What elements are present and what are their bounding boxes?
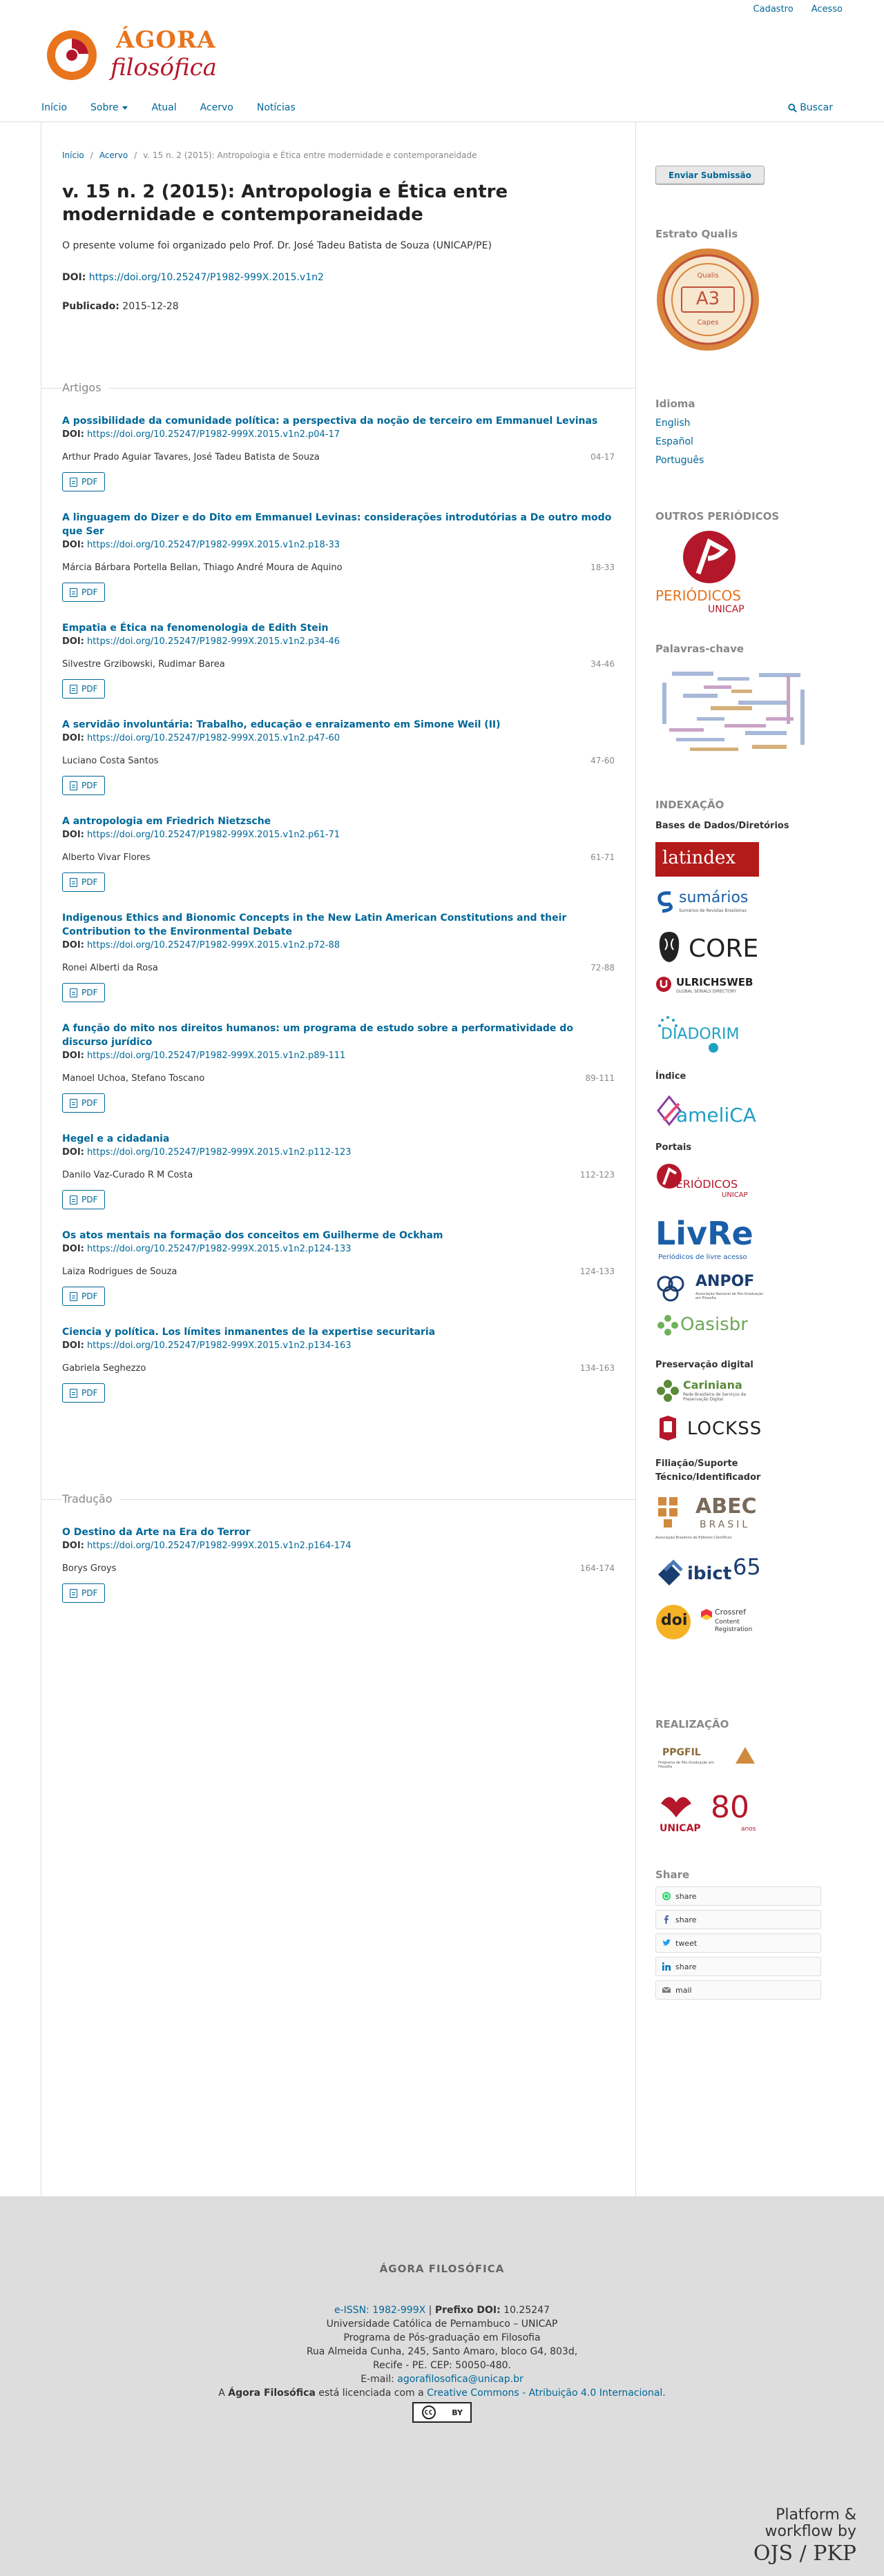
- twitter-icon: [662, 1938, 671, 1948]
- register-link[interactable]: Cadastro: [753, 4, 794, 14]
- file-icon: [70, 878, 77, 887]
- main-content: [41, 121, 635, 1603]
- language-list: [655, 418, 884, 466]
- article-authors: Alberto Vivar Flores: [62, 852, 151, 863]
- filiacao-title-line-2: Técnico/Identificador: [655, 1472, 761, 1483]
- article-authors: Laiza Rodrigues de Souza: [62, 1267, 177, 1277]
- share-email-label: mail: [675, 1985, 692, 1995]
- share-whatsapp-label: share: [675, 1891, 697, 1901]
- lockss-word: LOCKSS: [687, 1418, 762, 1439]
- file-icon: [70, 988, 77, 997]
- abec-subtitle: Associação Brasileira de Editores Científicos: [655, 1536, 732, 1540]
- ojs-pkp-logo[interactable]: [718, 2507, 856, 2568]
- top-bar: [0, 0, 884, 21]
- core-logo[interactable]: [655, 929, 766, 965]
- article-doi: [62, 1340, 615, 1351]
- doi-label: DOI:: [62, 1541, 84, 1551]
- anpof-logo[interactable]: [655, 1273, 766, 1303]
- search-link[interactable]: [788, 102, 833, 113]
- section-title: Tradução: [62, 1492, 119, 1505]
- ojs-line-1: Platform &: [776, 2506, 856, 2524]
- article-doi-link[interactable]: https://doi.org/10.25247/P1982-999X.2015.v1n2.p18-33: [87, 540, 340, 550]
- nav-sobre[interactable]: [90, 102, 128, 113]
- article-item: [62, 511, 615, 602]
- sumarios-logo[interactable]: [655, 888, 759, 915]
- share-twitter-label: tweet: [675, 1938, 698, 1948]
- chevron-down-icon: [122, 106, 128, 110]
- pdf-button[interactable]: [62, 872, 105, 892]
- article-title[interactable]: Os atos mentais na formação dos conceitos em Guilherme de Ockham: [62, 1230, 443, 1241]
- article-item: [62, 1132, 615, 1209]
- whatsapp-icon: [662, 1891, 671, 1901]
- user-nav: [753, 4, 843, 14]
- doi-prefix-label: Prefixo DOI:: [434, 2305, 501, 2316]
- article-item: [62, 621, 615, 699]
- pdf-label: PDF: [81, 877, 98, 887]
- logo-word-filosofica: filosófica: [110, 54, 217, 81]
- abec-logo[interactable]: [655, 1494, 766, 1543]
- ppgfil-emblem-icon: [731, 1743, 759, 1770]
- article-authors: Márcia Bárbara Portella Bellan, Thiago André Moura de Aquino: [62, 563, 343, 573]
- file-icon: [70, 1389, 77, 1398]
- doi-label: DOI:: [62, 1244, 84, 1254]
- pdf-button[interactable]: [62, 1383, 105, 1403]
- latindex-word: latindex: [662, 848, 736, 868]
- article-doi-link[interactable]: https://doi.org/10.25247/P1982-999X.2015.v1n2.p124-133: [87, 1244, 352, 1254]
- latindex-logo[interactable]: [655, 842, 759, 877]
- page-title: v. 15 n. 2 (2015): Antropologia e Ética entre modernidade e contemporaneidade: [62, 182, 508, 225]
- article-doi-link[interactable]: https://doi.org/10.25247/P1982-999X.2015.v1n2.p89-111: [87, 1051, 346, 1061]
- file-icon: [70, 1292, 77, 1301]
- license-prefix: A: [218, 2388, 225, 2399]
- article-pages: 134-163: [579, 1363, 615, 1373]
- cc-license-badge[interactable]: [412, 2402, 472, 2423]
- issue-description: O presente volume foi organizado pelo Prof. Dr. José Tadeu Batista de Souza (UNICAP/PE): [62, 240, 492, 251]
- keywords-title: Palavras-chave: [655, 643, 744, 655]
- livre-word: LivRe: [655, 1215, 753, 1252]
- breadcrumb-separator: /: [134, 150, 137, 160]
- article-title[interactable]: A servidão involuntária: Trabalho, educação e enraizamento em Simone Weil (II): [62, 719, 501, 730]
- periodicos-small-word: PERIÓDICOS: [669, 1178, 738, 1191]
- pdf-button[interactable]: [62, 679, 105, 699]
- email-link[interactable]: agorafilosofica@unicap.br: [397, 2374, 523, 2385]
- pdf-button[interactable]: [62, 1093, 105, 1113]
- article-doi-link[interactable]: https://doi.org/10.25247/P1982-999X.2015.v1n2.p134-163: [87, 1340, 352, 1351]
- preservacao-title: Preservação digital: [655, 1360, 753, 1370]
- bases-title: Bases de Dados/Diretórios: [655, 821, 789, 831]
- file-icon: [70, 478, 77, 487]
- pdf-button[interactable]: [62, 1190, 105, 1209]
- search-label: Buscar: [800, 102, 833, 113]
- article-authors: Silvestre Grzibowski, Rudimar Barea: [62, 659, 225, 670]
- unicap-anos-word: anos: [741, 1826, 756, 1833]
- share-whatsapp-button[interactable]: [655, 1886, 821, 1906]
- keyword-cloud[interactable]: [655, 662, 814, 765]
- license-journal-name: Ágora Filosófica: [228, 2388, 316, 2399]
- footer-university: Universidade Católica de Pernambuco – UNICAP: [326, 2319, 558, 2330]
- pdf-label: PDF: [81, 1195, 98, 1204]
- article-pages: 04-17: [590, 452, 615, 462]
- article-item: [62, 814, 615, 892]
- ojs-line-3: OJS / PKP: [753, 2541, 856, 2566]
- ibict-logo[interactable]: [655, 1554, 766, 1591]
- ojs-line-2: workflow by: [765, 2523, 856, 2540]
- pdf-button[interactable]: [62, 583, 105, 602]
- footer-title: ÁGORA FILOSÓFICA: [379, 2263, 505, 2275]
- periodicos-word: PERIÓDICOS: [655, 587, 741, 604]
- article-doi: [62, 940, 615, 950]
- article-authors: Gabriela Seghezzo: [62, 1363, 146, 1374]
- section-artigos: [41, 381, 635, 395]
- nav-atual[interactable]: Atual: [151, 102, 177, 113]
- article-title[interactable]: Ciencia y política. Los límites inmanentes de la expertise securitaria: [62, 1327, 436, 1338]
- article-pages: 47-60: [590, 756, 615, 765]
- doi-label: DOI:: [62, 636, 84, 647]
- article-authors: Danilo Vaz-Curado R M Costa: [62, 1170, 193, 1180]
- submit-button[interactable]: Enviar Submissão: [655, 166, 765, 185]
- issue-doi-link[interactable]: https://doi.org/10.25247/P1982-999X.2015.v1n2: [88, 272, 324, 283]
- oasisbr-word: Oasisbr: [680, 1314, 748, 1335]
- share-email-button[interactable]: [655, 1980, 821, 2000]
- file-icon: [70, 1589, 77, 1598]
- portais-title: Portais: [655, 1142, 692, 1153]
- article-doi-link[interactable]: https://doi.org/10.25247/P1982-999X.2015.v1n2.p112-123: [87, 1147, 352, 1158]
- periodicos-unicap-small-logo[interactable]: [655, 1162, 766, 1205]
- article-item: [62, 718, 615, 795]
- doi-label: DOI:: [62, 733, 84, 743]
- pdf-label: PDF: [81, 587, 98, 597]
- email-label: E-mail:: [361, 2374, 394, 2385]
- section-divider: [41, 388, 635, 389]
- unicap-small-word: UNICAP: [722, 1191, 748, 1199]
- cariniana-logo[interactable]: [655, 1377, 766, 1405]
- article-pages: 61-71: [590, 852, 615, 862]
- crossref-icon: [700, 1609, 713, 1623]
- amelica-logo[interactable]: [655, 1093, 766, 1131]
- article-doi: [62, 540, 615, 550]
- article-pages: 34-46: [590, 659, 615, 669]
- section-title: Artigos: [62, 381, 108, 394]
- doi-label: DOI:: [62, 272, 86, 283]
- article-title[interactable]: Indigenous Ethics and Bionomic Concepts in the New Latin American Constitutions and their Contribution to the Environmental Debate: [62, 913, 567, 937]
- article-doi: [62, 733, 615, 743]
- qualis-grade: A3: [695, 289, 720, 309]
- article-doi: [62, 830, 615, 840]
- article-title[interactable]: A antropologia em Friedrich Nietzsche: [62, 816, 271, 827]
- section-traducao: [41, 1492, 635, 1506]
- article-doi-link[interactable]: https://doi.org/10.25247/P1982-999X.2015.v1n2.p72-88: [87, 940, 340, 950]
- ibict-word: ibict: [687, 1563, 732, 1584]
- share-linkedin-label: share: [675, 1962, 697, 1971]
- site-logo[interactable]: [41, 23, 221, 92]
- language-espanol[interactable]: Español: [655, 436, 693, 447]
- crossref-subtitle: Content Registration: [715, 1619, 753, 1633]
- file-icon: [70, 685, 77, 694]
- filiacao-title: [655, 1457, 884, 1485]
- language-portugues[interactable]: Português: [655, 455, 704, 466]
- ppgfil-word: PPGFIL: [662, 1747, 701, 1758]
- nav-noticias[interactable]: Notícias: [256, 102, 296, 113]
- doi-label: DOI:: [62, 940, 84, 950]
- pdf-button[interactable]: [62, 776, 105, 795]
- footer-issn-line: e-ISSN: 1982-999X | Prefixo DOI: 10.25247: [334, 2305, 550, 2316]
- article-doi-link[interactable]: https://doi.org/10.25247/P1982-999X.2015.v1n2.p164-174: [87, 1541, 352, 1551]
- doi-word: doi: [661, 1612, 688, 1629]
- cc-by-label: BY: [452, 2408, 463, 2417]
- unicap-80-number: 80: [711, 1790, 749, 1825]
- doi-prefix-value: 10.25247: [503, 2305, 550, 2316]
- pdf-label: PDF: [81, 988, 98, 997]
- share-buttons: [655, 1886, 884, 2000]
- pdf-button[interactable]: [62, 472, 105, 491]
- file-icon: [70, 781, 77, 790]
- diadorim-word: DIADORIM: [661, 1026, 740, 1043]
- sumarios-subtitle: Sumários de Revistas Brasileiras: [679, 908, 747, 913]
- linkedin-icon: [662, 1962, 671, 1971]
- amelica-word: ameliCA: [676, 1104, 756, 1126]
- qualis-bottom-label: Capes: [697, 319, 719, 326]
- main-nav: [0, 99, 884, 121]
- article-authors: Arthur Prado Aguiar Tavares, José Tadeu Batista de Souza: [62, 452, 320, 462]
- language-english[interactable]: English: [655, 418, 691, 429]
- abec-brasil: BRASIL: [700, 1519, 751, 1530]
- core-word: CORE: [689, 935, 759, 963]
- pdf-label: PDF: [81, 684, 98, 694]
- nav-acervo[interactable]: Acervo: [200, 102, 233, 113]
- article-item: [62, 1229, 615, 1306]
- article-pages: 112-123: [579, 1170, 615, 1180]
- breadcrumb-home[interactable]: Início: [62, 150, 84, 160]
- breadcrumb-separator: /: [90, 150, 93, 160]
- article-pages: 89-111: [585, 1073, 615, 1083]
- pdf-label: PDF: [81, 781, 98, 790]
- ulrichsweb-logo[interactable]: [655, 976, 766, 998]
- article-title[interactable]: Hegel e a cidadania: [62, 1133, 170, 1144]
- article-doi: [62, 1051, 615, 1061]
- pdf-label: PDF: [81, 477, 98, 487]
- share-linkedin-button[interactable]: [655, 1957, 821, 1976]
- pdf-button[interactable]: [62, 1287, 105, 1306]
- facebook-icon: [662, 1915, 671, 1924]
- file-icon: [70, 1099, 77, 1108]
- sumarios-word: sumários: [679, 889, 749, 906]
- ulrichsweb-subtitle: GLOBAL SERIALS DIRECTORY: [676, 989, 737, 994]
- article-pages: 72-88: [590, 963, 615, 973]
- search-icon: [788, 104, 797, 113]
- unicap-word: UNICAP: [708, 604, 744, 615]
- share-title: Share: [655, 1868, 690, 1881]
- doi-label: DOI:: [62, 1051, 84, 1061]
- article-pages: 124-133: [579, 1267, 615, 1276]
- envelope-icon: [662, 1985, 671, 1995]
- nav-sobre-label: Sobre: [90, 102, 119, 113]
- article-title[interactable]: A possibilidade da comunidade política: a perspectiva da noção de terceiro em Emmanuel Levinas: [62, 416, 598, 427]
- oasisbr-logo[interactable]: [655, 1313, 766, 1340]
- livre-logo[interactable]: [655, 1215, 766, 1263]
- idioma-title: Idioma: [655, 398, 695, 410]
- diadorim-logo[interactable]: [655, 1013, 766, 1055]
- login-link[interactable]: Acesso: [811, 4, 843, 14]
- article-doi: [62, 1244, 615, 1254]
- qualis-top-label: Qualis: [697, 272, 719, 280]
- article-doi: [62, 636, 615, 647]
- footer-email-line: [0, 2373, 884, 2386]
- issue-published: [62, 301, 615, 312]
- article-item: [62, 911, 615, 1002]
- breadcrumb-current: v. 15 n. 2 (2015): Antropologia e Ética entre modernidade e contemporaneidade: [143, 150, 477, 160]
- indice-title: Índice: [655, 1071, 686, 1082]
- unicap-logo-word: UNICAP: [660, 1823, 701, 1834]
- doi-label: DOI:: [62, 1147, 84, 1158]
- logo-word-agora: ÁGORA: [116, 26, 216, 54]
- breadcrumb: [62, 150, 615, 160]
- published-label: Publicado:: [62, 301, 119, 312]
- ulrichsweb-word: ULRICHSWEB: [676, 976, 753, 988]
- pdf-label: PDF: [81, 1098, 98, 1108]
- sidebar: [636, 121, 884, 2000]
- qualis-seal: [655, 247, 760, 352]
- cariniana-word: Cariniana: [683, 1378, 742, 1392]
- article-doi-link[interactable]: https://doi.org/10.25247/P1982-999X.2015.v1n2.p34-46: [87, 636, 340, 647]
- article-doi-link[interactable]: https://doi.org/10.25247/P1982-999X.2015.v1n2.p61-71: [87, 830, 340, 840]
- article-item: [62, 1525, 615, 1603]
- footer: [0, 2196, 884, 2576]
- lockss-logo[interactable]: [655, 1414, 766, 1445]
- article-title[interactable]: A função do mito nos direitos humanos: um programa de estudo sobre a performatividade do discurso jurídico: [62, 1023, 573, 1048]
- article-title[interactable]: O Destino da Arte na Era do Terror: [62, 1527, 251, 1538]
- article-authors: Manoel Uchoa, Stefano Toscano: [62, 1073, 205, 1084]
- anpof-subtitle: Associação Nacional de Pós-Graduação em Filosofia: [695, 1292, 764, 1300]
- doi-label: DOI:: [62, 830, 84, 840]
- abec-word: ABEC: [695, 1494, 757, 1519]
- cc-icon: [421, 2405, 436, 2420]
- file-icon: [70, 588, 77, 597]
- article-item: [62, 414, 615, 491]
- footer-city: Recife - PE. CEP: 50050-480.: [373, 2360, 511, 2371]
- pdf-label: PDF: [81, 1291, 98, 1301]
- pdf-label: PDF: [81, 1388, 98, 1398]
- doi-label: DOI:: [62, 1340, 84, 1351]
- article-title[interactable]: Empatia e Ética na fenomenologia de Edith Stein: [62, 623, 329, 634]
- article-list: [41, 414, 635, 1403]
- issue-doi: [62, 272, 615, 283]
- article-pages: 164-174: [579, 1563, 615, 1573]
- cariniana-subtitle: Rede Brasileira de Serviços de Preservação Digital: [683, 1392, 747, 1402]
- share-facebook-label: share: [675, 1915, 697, 1924]
- pdf-label: PDF: [81, 1588, 98, 1598]
- article-doi-link[interactable]: https://doi.org/10.25247/P1982-999X.2015.v1n2.p47-60: [87, 733, 340, 743]
- ppgfil-logo[interactable]: [655, 1740, 766, 1775]
- article-pages: 18-33: [590, 563, 615, 572]
- article-title[interactable]: A linguagem do Dizer e do Dito em Emmanuel Levinas: considerações introdutórias a De outro modo que Ser: [62, 512, 612, 537]
- translation-list: [41, 1525, 635, 1603]
- pdf-button[interactable]: [62, 1583, 105, 1603]
- ibict-65: 65: [733, 1554, 761, 1580]
- article-doi-link[interactable]: https://doi.org/10.25247/P1982-999X.2015.v1n2.p04-17: [87, 429, 340, 440]
- nav-inicio[interactable]: Início: [41, 102, 68, 113]
- doi-crossref-logo[interactable]: [655, 1603, 766, 1641]
- article-doi: [62, 429, 615, 440]
- article-authors: Luciano Costa Santos: [62, 756, 159, 766]
- doi-label: DOI:: [62, 540, 84, 550]
- license-link[interactable]: Creative Commons - Atribuição 4.0 Internacional.: [427, 2388, 666, 2399]
- eissn-link[interactable]: e-ISSN: 1982-999X: [334, 2305, 426, 2316]
- indexacao-title: INDEXAÇÃO: [655, 799, 724, 811]
- unicap-80-logo[interactable]: [655, 1790, 766, 1838]
- share-twitter-button[interactable]: [655, 1933, 821, 1953]
- file-icon: [70, 1196, 77, 1204]
- article-item: [62, 1325, 615, 1403]
- periodicos-unicap-logo[interactable]: [655, 529, 766, 619]
- crossref-word: Crossref: [715, 1608, 747, 1617]
- share-facebook-button[interactable]: [655, 1910, 821, 1929]
- article-item: [62, 1022, 615, 1113]
- footer-license-line: [0, 2387, 884, 2400]
- article-authors: Borys Groys: [62, 1563, 117, 1574]
- footer-address: Rua Almeida Cunha, 245, Santo Amaro, bloco G4, 803d,: [306, 2346, 578, 2357]
- qualis-title: Estrato Qualis: [655, 228, 738, 240]
- ppgfil-subtitle: Programa de Pós-Graduação em Filosofia: [658, 1761, 714, 1769]
- doi-label: DOI:: [62, 429, 84, 440]
- pdf-button[interactable]: [62, 983, 105, 1002]
- article-authors: Ronei Alberti da Rosa: [62, 963, 158, 973]
- article-doi: [62, 1541, 615, 1551]
- license-mid: está licenciada com a: [318, 2388, 424, 2399]
- breadcrumb-archive[interactable]: Acervo: [99, 150, 128, 160]
- outros-periodicos-title: OUTROS PERIÓDICOS: [655, 510, 780, 523]
- filiacao-title-line-1: Filiação/Suporte: [655, 1458, 738, 1469]
- anpof-word: ANPOF: [695, 1273, 755, 1290]
- realizacao-title: REALIZAÇÃO: [655, 1718, 729, 1730]
- article-doi: [62, 1147, 615, 1158]
- published-date: 2015-12-28: [122, 301, 179, 312]
- livre-subtitle: Periódicos de livre acesso: [658, 1253, 747, 1261]
- section-divider: [41, 1499, 635, 1500]
- footer-program: Programa de Pós-graduação em Filosofia: [343, 2332, 541, 2343]
